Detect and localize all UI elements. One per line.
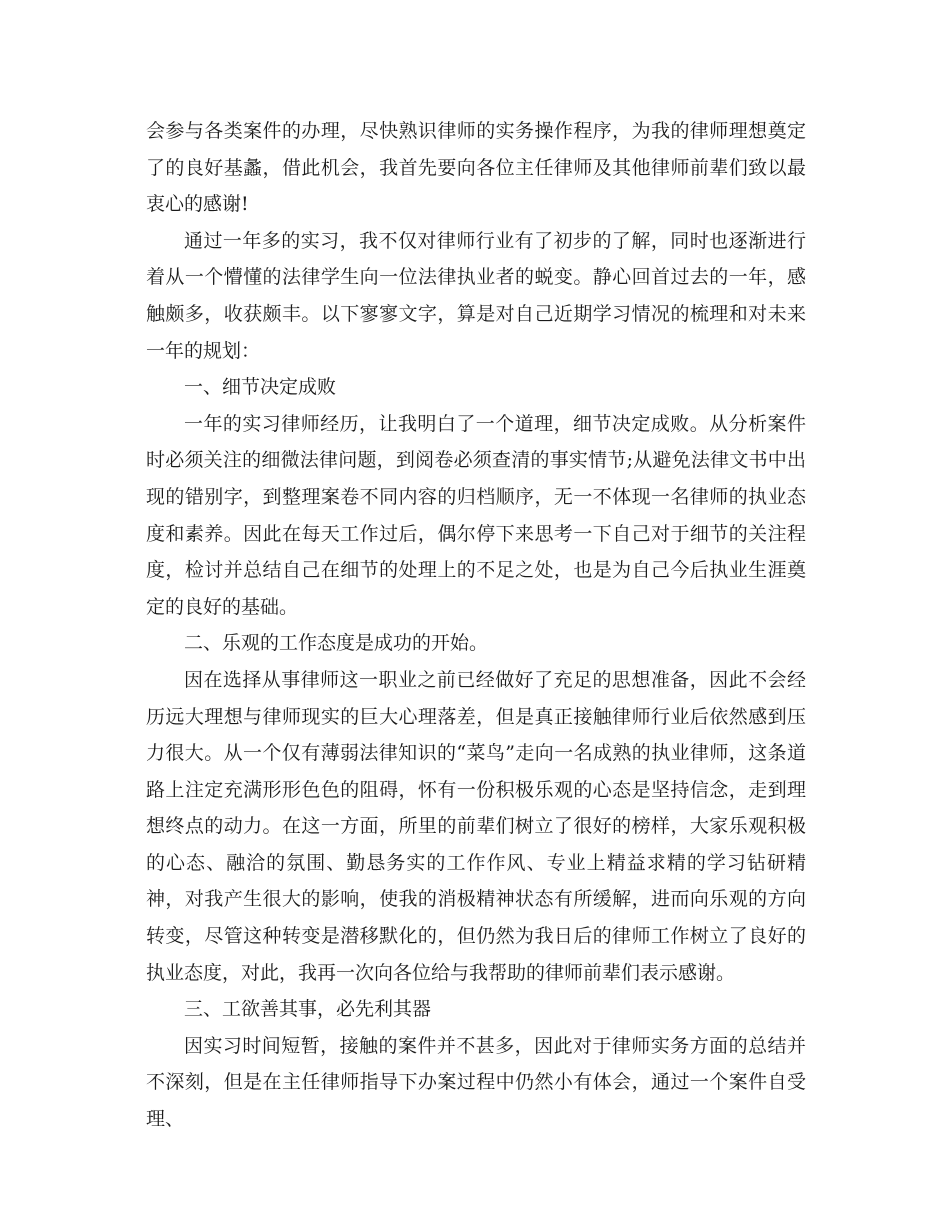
paragraph-section-3: 因实习时间短暂，接触的案件并不甚多，因此对于律师实务方面的总结并不深刻，但是在主任律师指导下办案过程中仍然小有体会，通过一个案件自受理、 [146, 1034, 806, 1131]
paragraph-continuation: 会参与各类案件的办理，尽快熟识律师的实务操作程序，为我的律师理想奠定了的良好基蠡，借此机会，我首先要向各位主任律师及其他律师前辈们致以最衷心的感谢! [146, 120, 806, 216]
section-heading-3: 三、工欲善其事，必先利其器 [184, 998, 432, 1021]
paragraph-intro: 通过一年多的实习，我不仅对律师行业有了初步的了解，同时也逐渐进行着从一个懵懂的法律学生向一位法律执业者的蜕变。静心回首过去的一年，感触颇多，收获颇丰。以下寥寥文字，算是对自己近期学习情况的梳理和对未来一年的规划： [146, 229, 806, 362]
paragraph-section-1: 一年的实习律师经历，让我明白了一个道理，细节决定成败。从分析案件时必须关注的细微法律问题，到阅卷必须查清的事实情节;从避免法律文书中出现的错别字，到整理案卷不同内容的归档顺序，无一不体现一名律师的执业态度和素养。因此在每天工作过后，偶尔停下来思考一下自己对于细节的关注程度，检讨并总结自己在细节的处理上的不足之处，也是为自己今后执业生涯奠定的良好的基础。 [146, 412, 806, 618]
document-body [146, 113, 806, 1138]
section-heading-2: 二、乐观的工作态度是成功的开始。 [184, 632, 489, 655]
paragraph-section-2: 因在选择从事律师这一职业之前已经做好了充足的思想准备，因此不会经历远大理想与律师现实的巨大心理落差，但是真正接触律师行业后依然感到压力很大。从一个仅有薄弱法律知识的“菜鸟”走向一名成熟的执业律师，这条道路上注定充满形形色色的阻碍，怀有一份积极乐观的心态是坚持信念，走到理想终点的动力。在这一方面，所里的前辈们树立了很好的榜样，大家乐观积极的心态、融洽的氛围、勤恳务实的工作作风、专业上精益求精的学习钻研精神，对我产生很大的影响，使我的消极精神状态有所缓解，进而向乐观的方向转变，尽管这种转变是潜移默化的，但仍然为我日后的律师工作树立了良好的执业态度，对此，我再一次向各位给与我帮助的律师前辈们表示感谢。 [146, 668, 806, 984]
section-heading-1: 一、细节决定成败 [184, 376, 337, 399]
